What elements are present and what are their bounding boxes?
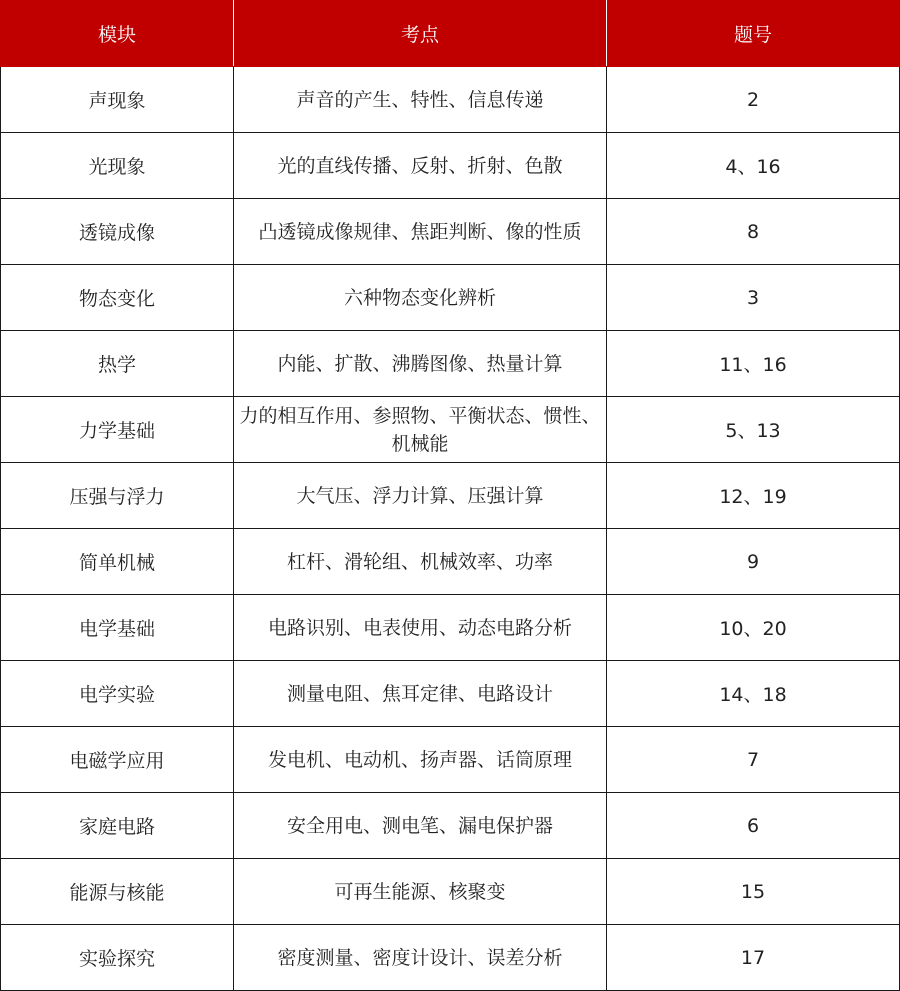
question-no-cell: 17 [607, 925, 900, 991]
topic-cell: 声音的产生、特性、信息传递 [234, 67, 607, 133]
module-cell: 透镜成像 [1, 199, 234, 265]
module-cell: 力学基础 [1, 397, 234, 463]
question-no-cell: 6 [607, 793, 900, 859]
topic-cell: 可再生能源、核聚变 [234, 859, 607, 925]
topic-cell: 发电机、电动机、扬声器、话筒原理 [234, 727, 607, 793]
module-cell: 压强与浮力 [1, 463, 234, 529]
topic-cell: 测量电阻、焦耳定律、电路设计 [234, 661, 607, 727]
module-cell: 物态变化 [1, 265, 234, 331]
topic-cell: 六种物态变化辨析 [234, 265, 607, 331]
table-row [1, 199, 900, 265]
table-row [1, 133, 900, 199]
table-row [1, 859, 900, 925]
header-row [1, 1, 900, 67]
question-no-cell: 5、13 [607, 397, 900, 463]
module-cell: 家庭电路 [1, 793, 234, 859]
topic-cell: 凸透镜成像规律、焦距判断、像的性质 [234, 199, 607, 265]
question-no-cell: 4、16 [607, 133, 900, 199]
topic-cell: 力的相互作用、参照物、平衡状态、惯性、机械能 [234, 397, 607, 463]
module-cell: 热学 [1, 331, 234, 397]
topic-cell: 内能、扩散、沸腾图像、热量计算 [234, 331, 607, 397]
module-cell: 实验探究 [1, 925, 234, 991]
table-row [1, 595, 900, 661]
table-row [1, 793, 900, 859]
question-no-cell: 10、20 [607, 595, 900, 661]
table-row [1, 925, 900, 991]
table-row [1, 727, 900, 793]
module-cell: 电学基础 [1, 595, 234, 661]
topic-cell: 杠杆、滑轮组、机械效率、功率 [234, 529, 607, 595]
table-row [1, 265, 900, 331]
module-cell: 能源与核能 [1, 859, 234, 925]
question-no-cell: 12、19 [607, 463, 900, 529]
question-no-cell: 8 [607, 199, 900, 265]
topic-cell: 电路识别、电表使用、动态电路分析 [234, 595, 607, 661]
table-body [1, 67, 900, 991]
question-no-cell: 7 [607, 727, 900, 793]
module-cell: 光现象 [1, 133, 234, 199]
question-no-cell: 2 [607, 67, 900, 133]
question-no-cell: 15 [607, 859, 900, 925]
topic-cell: 密度测量、密度计设计、误差分析 [234, 925, 607, 991]
header-question-no: 题号 [607, 1, 900, 67]
module-cell: 电学实验 [1, 661, 234, 727]
table-header [1, 1, 900, 67]
module-cell: 简单机械 [1, 529, 234, 595]
question-no-cell: 3 [607, 265, 900, 331]
table-row [1, 661, 900, 727]
topic-cell: 大气压、浮力计算、压强计算 [234, 463, 607, 529]
question-no-cell: 14、18 [607, 661, 900, 727]
header-topic: 考点 [234, 1, 607, 67]
topic-cell: 光的直线传播、反射、折射、色散 [234, 133, 607, 199]
table-row [1, 331, 900, 397]
question-no-cell: 11、16 [607, 331, 900, 397]
table-row [1, 529, 900, 595]
table-row [1, 397, 900, 463]
question-no-cell: 9 [607, 529, 900, 595]
module-cell: 声现象 [1, 67, 234, 133]
table-row [1, 463, 900, 529]
header-module: 模块 [1, 1, 234, 67]
module-cell: 电磁学应用 [1, 727, 234, 793]
topic-cell: 安全用电、测电笔、漏电保护器 [234, 793, 607, 859]
table-row [1, 67, 900, 133]
